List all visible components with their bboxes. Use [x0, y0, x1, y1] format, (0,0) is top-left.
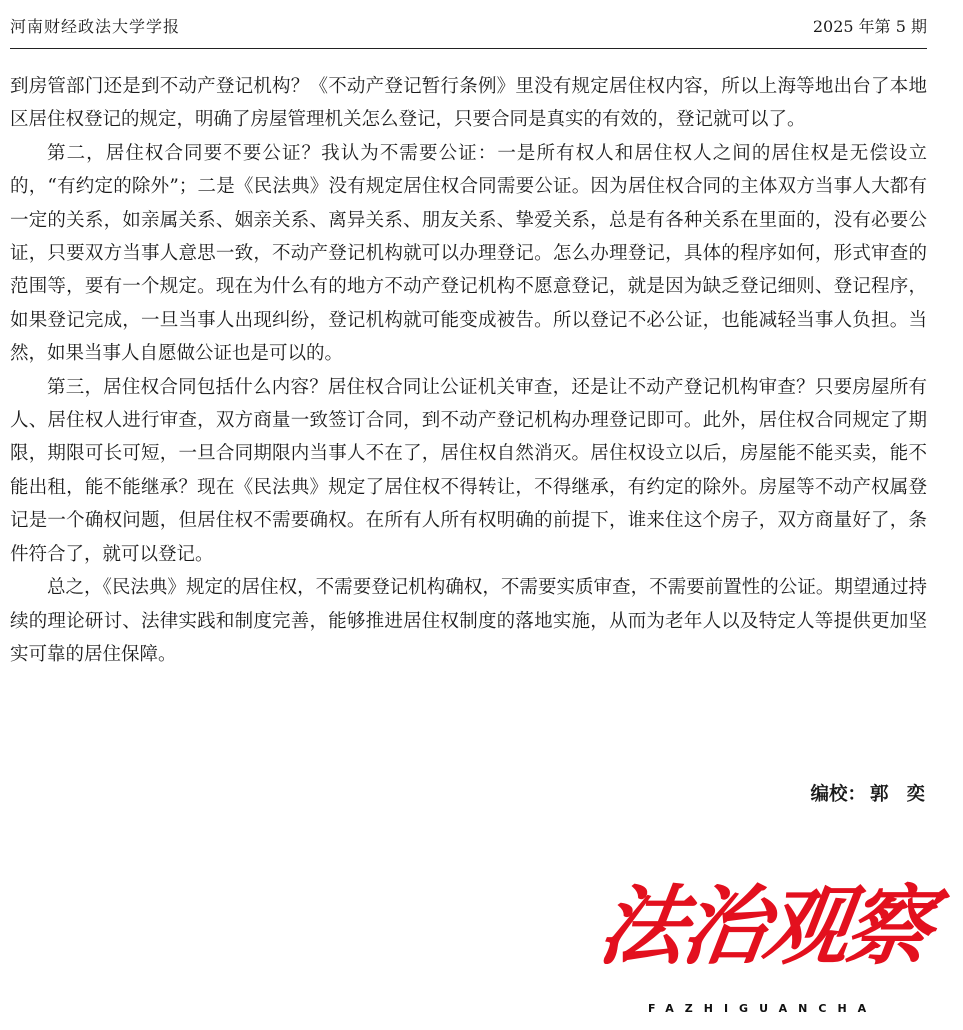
running-header	[10, 14, 927, 49]
logo-calligraphy: 法治观察	[593, 876, 936, 977]
journal-name: 河南财经政法大学学报	[10, 17, 181, 36]
fazhi-guancha-logo	[593, 876, 963, 1030]
article-body	[10, 70, 927, 671]
editor-credit	[810, 780, 943, 806]
editor-name: 郭奕	[869, 784, 943, 805]
paragraph-conclusion: 总之，《民法典》规定的居住权，不需要登记机构确权，不需要实质审查，不需要前置性的公证。期望通过持续的理论研讨、法律实践和制度完善，能够推进居住权制度的落地实施，从而为老年人以及特定人等提供更加坚实可靠的居住保障。	[10, 577, 927, 665]
paragraph-second-point: 第二，居住权合同要不要公证？我认为不需要公证：一是所有权人和居住权人之间的居住权是无偿设立的，“有约定的除外”；二是《民法典》没有规定居住权合同需要公证。因为居住权合同的主体双方当事人大都有一定的关系，如亲属关系、姻亲关系、离异关系、朋友关系、挚爱关系，总是有各种关系在里面的，没有必要公证，只要双方当事人意思一致，不动产登记机构就可以办理登记。怎么办理登记，具体的程序如何，形式审查的范围等，要有一个规定。现在为什么有的地方不动产登记机构不愿意登记，就是因为缺乏登记细则、登记程序，如果登记完成，一旦当事人出现纠纷，登记机构就可能变成被告。所以登记不必公证，也能减轻当事人负担。当然，如果当事人自愿做公证也是可以的。	[10, 142, 927, 365]
editor-label: 编校：	[810, 784, 866, 805]
issue-number: 2025 年第 5 期	[812, 17, 927, 36]
paragraph-continued: 到房管部门还是到不动产登记机构？《不动产登记暂行条例》里没有规定居住权内容，所以上海等地出台了本地区居住权登记的规定，明确了房屋管理机关怎么登记，只要合同是真实的有效的，登记就可以了。	[10, 76, 927, 131]
logo-pinyin: FAZHIGUANCHA	[648, 1002, 878, 1015]
paragraph-third-point: 第三，居住权合同包括什么内容？居住权合同让公证机关审查，还是让不动产登记机构审查？只要房屋所有人、居住权人进行审查，双方商量一致签订合同，到不动产登记机构办理登记即可。此外，居住权合同规定了期限，期限可长可短，一旦合同期限内当事人不在了，居住权自然消灭。居住权设立以后，房屋能不能买卖，能不能出租，能不能继承？现在《民法典》规定了居住权不得转让，不得继承，有约定的除外。房屋等不动产权属登记是一个确权问题，但居住权不需要确权。在所有人所有权明确的前提下，谁来住这个房子，双方商量好了，条件符合了，就可以登记。	[10, 376, 927, 565]
